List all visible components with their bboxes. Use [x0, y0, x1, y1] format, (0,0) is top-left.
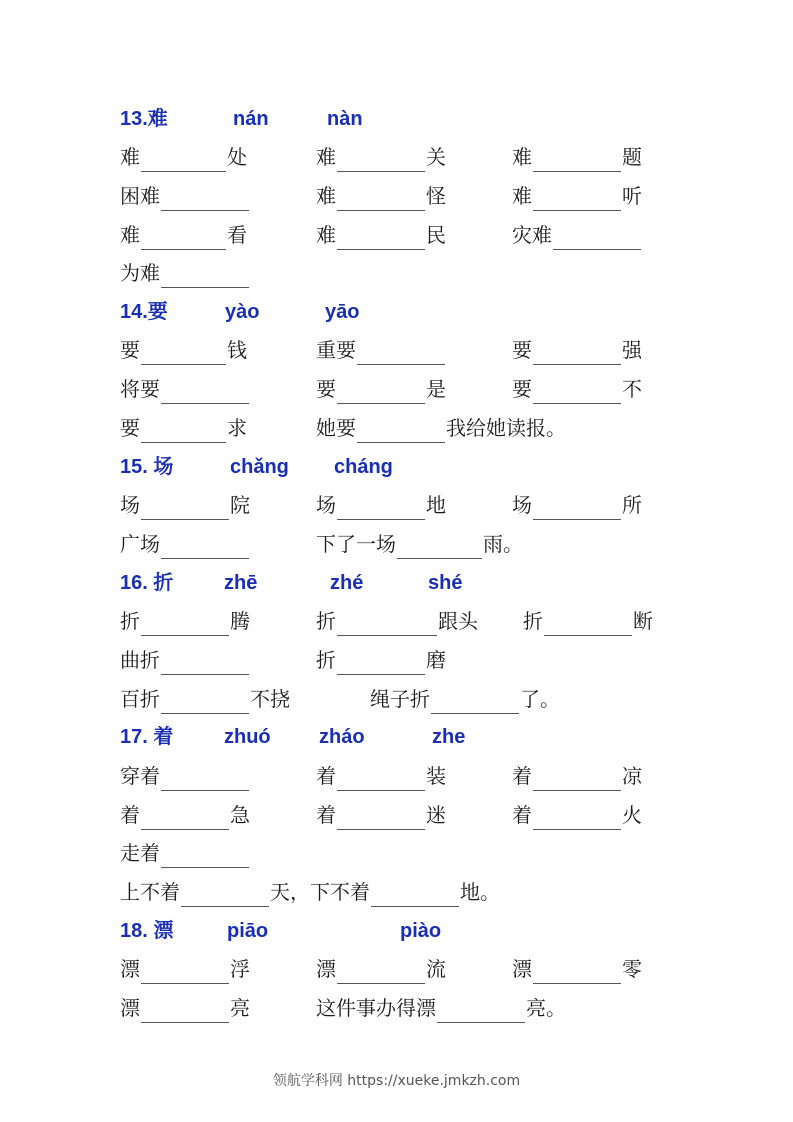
answer-blank[interactable] [533, 381, 621, 404]
exercise-item: 场 所 [512, 490, 642, 520]
exercise-item: 灾难 [512, 220, 642, 250]
pinyin: zhé [330, 572, 364, 594]
pinyin: shé [428, 572, 463, 594]
pinyin: zháo [319, 726, 365, 748]
exercise-item: 着 凉 [512, 761, 642, 791]
exercise-item: 难 怪 [316, 181, 446, 211]
answer-blank[interactable] [141, 807, 229, 830]
answer-blank[interactable] [544, 613, 632, 636]
exercise-item: 折 断 [523, 606, 653, 636]
exercise-item: 走着 [120, 838, 250, 868]
exercise-item: 难 题 [512, 142, 642, 172]
exercise-item: 要 钱 [120, 335, 247, 365]
answer-blank[interactable] [553, 227, 641, 250]
answer-blank[interactable] [337, 652, 425, 675]
exercise-item: 漂 流 [316, 954, 446, 984]
exercise-item: 漂 浮 [120, 954, 250, 984]
answer-blank[interactable] [337, 188, 425, 211]
exercise-item: 要 是 [316, 374, 446, 404]
answer-blank[interactable] [533, 149, 621, 172]
exercise-item: 难 听 [512, 181, 642, 211]
pinyin: piào [400, 920, 442, 942]
answer-blank[interactable] [431, 691, 519, 714]
exercise-item: 难 关 [316, 142, 446, 172]
answer-blank[interactable] [141, 342, 226, 365]
answer-blank[interactable] [161, 691, 249, 714]
exercise-row [0, 606, 793, 636]
exercise-item: 场 院 [120, 490, 250, 520]
answer-blank[interactable] [141, 227, 226, 250]
exercise-item: 漂 零 [512, 954, 642, 984]
answer-blank[interactable] [161, 188, 249, 211]
exercise-item: 折 跟头 [316, 606, 478, 636]
answer-blank[interactable] [161, 768, 249, 791]
answer-blank[interactable] [533, 342, 621, 365]
heading-char: 14.要 [120, 301, 168, 323]
exercise-item: 她要 我给她读报。 [316, 413, 566, 443]
exercise-item: 广场 [120, 529, 250, 559]
exercise-row [0, 954, 793, 984]
exercise-item: 难 处 [120, 142, 247, 172]
pinyin: zhuó [224, 726, 271, 748]
exercise-row [0, 413, 793, 443]
answer-blank[interactable] [533, 188, 621, 211]
exercise-item: 着 火 [512, 800, 642, 830]
pinyin: piāo [227, 920, 269, 942]
pinyin: zhe [432, 726, 466, 748]
heading-char: 15. 场 [120, 456, 174, 478]
exercise-row [0, 374, 793, 404]
answer-blank[interactable] [337, 768, 425, 791]
pinyin: yào [225, 301, 260, 323]
answer-blank[interactable] [141, 1000, 229, 1023]
exercise-item: 要 求 [120, 413, 247, 443]
exercise-item: 着 迷 [316, 800, 446, 830]
heading-char: 13.难 [120, 108, 168, 130]
pinyin: zhē [224, 572, 258, 594]
exercise-item: 漂 亮 [120, 993, 250, 1023]
exercise-row [0, 684, 793, 714]
heading-char: 18. 漂 [120, 920, 174, 942]
exercise-row [0, 529, 793, 559]
pinyin: yāo [325, 301, 360, 323]
exercise-item: 困难 [120, 181, 250, 211]
exercise-row [0, 258, 793, 288]
answer-blank[interactable] [337, 227, 425, 250]
exercise-row [0, 335, 793, 365]
exercise-item: 为难 [120, 258, 250, 288]
answer-blank[interactable] [161, 845, 249, 868]
pinyin: nán [233, 108, 269, 130]
exercise-item: 折 腾 [120, 606, 250, 636]
exercise-item: 要 不 [512, 374, 642, 404]
answer-blank[interactable] [141, 613, 229, 636]
answer-blank[interactable] [357, 420, 445, 443]
exercise-item: 场 地 [316, 490, 446, 520]
answer-blank[interactable] [181, 884, 269, 907]
answer-blank[interactable] [141, 961, 229, 984]
heading-char: 16. 折 [120, 572, 174, 594]
answer-blank[interactable] [337, 613, 437, 636]
answer-blank[interactable] [161, 265, 249, 288]
pinyin: nàn [327, 108, 363, 130]
answer-blank[interactable] [141, 149, 226, 172]
exercise-item: 着 装 [316, 761, 446, 791]
exercise-item: 折 磨 [316, 645, 446, 675]
answer-blank[interactable] [533, 961, 621, 984]
answer-blank[interactable] [337, 149, 425, 172]
exercise-item: 着 急 [120, 800, 250, 830]
answer-blank[interactable] [161, 381, 249, 404]
answer-blank[interactable] [533, 807, 621, 830]
answer-blank[interactable] [141, 497, 229, 520]
answer-blank[interactable] [161, 536, 249, 559]
pinyin: cháng [334, 456, 393, 478]
exercise-item: 重要 [316, 335, 446, 365]
answer-blank[interactable] [337, 961, 425, 984]
heading-char: 17. 着 [120, 726, 174, 748]
answer-blank[interactable] [437, 1000, 525, 1023]
exercise-item: 难 看 [120, 220, 247, 250]
exercise-row [0, 220, 793, 250]
exercise-item: 难 民 [316, 220, 446, 250]
exercise-row [0, 645, 793, 675]
exercise-item: 百折 不挠 [120, 684, 290, 714]
exercise-item: 曲折 [120, 645, 250, 675]
answer-blank[interactable] [337, 497, 425, 520]
exercise-row [0, 993, 793, 1023]
answer-blank[interactable] [141, 420, 226, 443]
exercise-row [0, 142, 793, 172]
exercise-row [0, 877, 793, 907]
exercise-row [0, 490, 793, 520]
answer-blank[interactable] [337, 807, 425, 830]
exercise-item: 上不着 天，下不着 地。 [120, 877, 500, 907]
answer-blank[interactable] [397, 536, 482, 559]
answer-blank[interactable] [533, 497, 621, 520]
exercise-item: 下了一场 雨。 [316, 529, 523, 559]
answer-blank[interactable] [161, 652, 249, 675]
answer-blank[interactable] [337, 381, 425, 404]
pinyin: chǎng [230, 456, 289, 478]
exercise-row [0, 181, 793, 211]
exercise-row [0, 800, 793, 830]
answer-blank[interactable] [533, 768, 621, 791]
exercise-item: 穿着 [120, 761, 250, 791]
exercise-item: 这件事办得漂 亮。 [316, 993, 566, 1023]
page-footer: 领航学科网 https://xueke.jmkzh.com [272, 1073, 521, 1089]
exercise-item: 要 强 [512, 335, 642, 365]
exercise-item: 绳子折 了。 [370, 684, 560, 714]
exercise-row [0, 761, 793, 791]
exercise-row [0, 838, 793, 868]
answer-blank[interactable] [357, 342, 445, 365]
answer-blank[interactable] [371, 884, 459, 907]
exercise-item: 将要 [120, 374, 250, 404]
